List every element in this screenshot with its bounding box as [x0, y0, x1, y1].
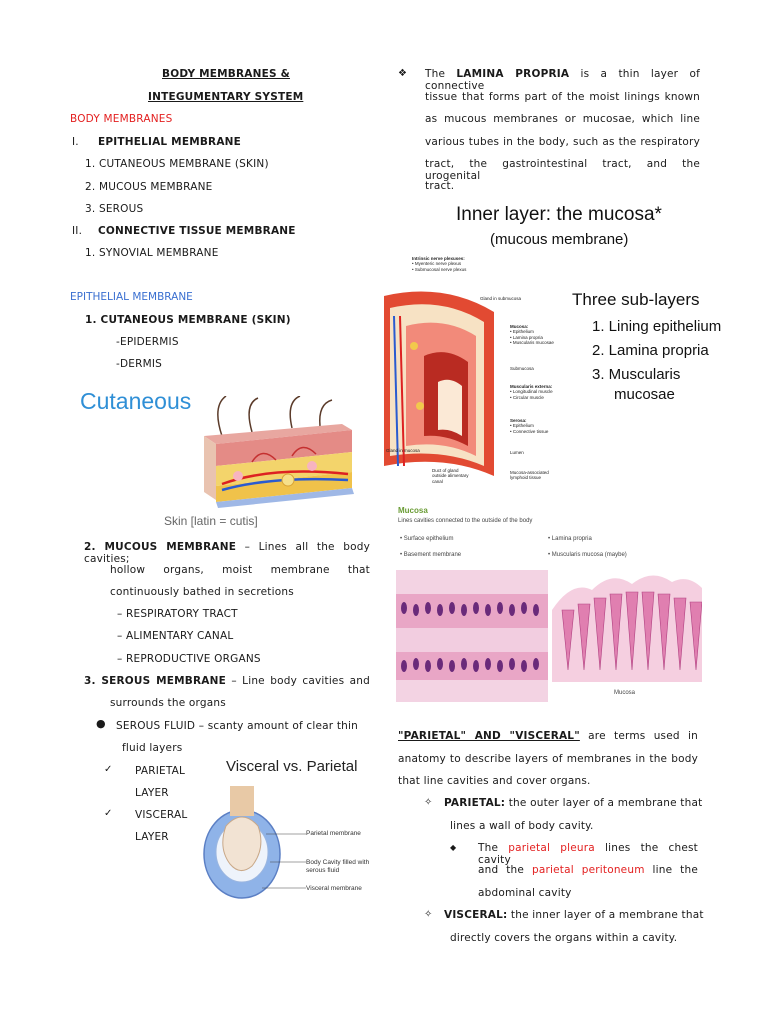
outline-text: SYNOVIAL MEMBRANE: [98, 247, 219, 259]
parietal-example-line2: [478, 864, 698, 876]
histo-b3: • Lamina propria: [548, 536, 592, 542]
doc-title-line1: BODY MEMBRANES &: [162, 68, 290, 80]
mucosa-label: • Submucosal nerve plexus: [412, 266, 467, 272]
visceral-label: VISCERAL:: [444, 909, 508, 921]
vp-label-cavity-1: Body Cavity filled with: [306, 859, 370, 866]
parietal-diamond-icon: ✧: [424, 797, 433, 808]
outline-item-6: [85, 247, 219, 259]
serous-fluid-line2: fluid layers: [122, 742, 183, 754]
mucosa-label: outside alimentary: [432, 473, 469, 479]
mucosa-diagram-image: [384, 200, 736, 500]
heading-suffix: MEMBRANES: [103, 113, 173, 125]
lamina-line6: tract.: [425, 180, 455, 192]
parietal-layer-line2: LAYER: [135, 787, 169, 799]
parietal-layer-line1: PARIETAL: [135, 765, 186, 777]
visceral-diamond-icon: ✧: [424, 909, 433, 920]
dermis-item: -DERMIS: [116, 358, 163, 370]
outline-num: I.: [72, 136, 79, 148]
visceral-layer-line2: LAYER: [135, 831, 169, 843]
sub-layer-3: 3. Muscularis: [592, 366, 681, 383]
lamina-line3: as mucous membranes or mucosae, which line: [425, 113, 700, 125]
lamina-term: LAMINA PROPRIA: [456, 68, 570, 80]
lamina-line5: tract, the gastrointestinal tract, and the urogenital: [425, 158, 700, 182]
parietal-def-line2: lines a wall of body cavity.: [450, 820, 594, 832]
outline-item-1: [72, 136, 241, 148]
mucous-item-respiratory: – RESPIRATORY TRACT: [117, 608, 238, 620]
mucosa-label: • Epithelium: [510, 423, 534, 429]
visceral-parietal-image: [196, 756, 374, 906]
sub-layer-3-cont: mucosae: [614, 386, 675, 403]
mucous-item-alimentary: – ALIMENTARY CANAL: [117, 630, 234, 642]
outline-num: 2.: [85, 181, 96, 193]
pv-line3: that line cavities and cover organs.: [398, 775, 591, 787]
mucosa-histology-image: [396, 506, 704, 706]
lamina-line1: [425, 68, 700, 92]
mucous-line1: [84, 541, 370, 565]
histo-b1-text: Surface epithelium: [403, 536, 454, 542]
mucosa-label-list: [412, 256, 492, 272]
ex-and: and the: [478, 864, 532, 876]
mucosa-label: Intrinsic nerve plexuses:: [412, 256, 465, 261]
heading-prefix: BODY: [70, 113, 104, 125]
mucosa-image-subtitle: (mucous membrane): [490, 231, 629, 248]
outline-item-5: [72, 225, 296, 237]
ex-pleura: parietal pleura: [508, 842, 595, 854]
parietal-def-line1: [444, 797, 702, 809]
pv-term: "PARIETAL" AND "VISCERAL": [398, 730, 580, 742]
mucous-text: Lines all the body cavities;: [84, 541, 371, 565]
pv-line1: [398, 730, 698, 742]
outline-item-4: [85, 203, 143, 215]
outline-num: 1.: [85, 247, 96, 259]
parietal-rest: the outer layer of a membrane that: [505, 797, 703, 809]
mucosa-label-submucosa: Submucosa: [510, 366, 534, 371]
mucosa-label: Muscularis externa:: [510, 384, 553, 389]
ex-line: line the: [644, 864, 698, 876]
cutaneous-image-title: Cutaneous: [80, 388, 192, 414]
mucosa-label: • Myenteric nerve plexus: [412, 261, 462, 267]
mucosa-label: • Lamina propria: [510, 334, 543, 340]
histo-title: Mucosa: [398, 506, 428, 515]
mucosa-label-group-duct: [432, 468, 469, 484]
lamina-rest: is a thin layer of connective: [425, 68, 700, 92]
vp-label-parietal: Parietal membrane: [306, 830, 361, 837]
skin-cross-section-illustration: [192, 396, 362, 508]
mucosa-label-lumen: Lumen: [510, 450, 524, 455]
serous-text: – Line body cavities and: [225, 675, 370, 687]
vp-leader-lines: [256, 832, 308, 892]
visceral-def-line2: directly covers the organs within a cavity.: [450, 932, 678, 944]
mucosa-label-group-mucosa: [510, 324, 554, 346]
lamina-bullet-icon: ❖: [398, 68, 407, 79]
serous-line2: surrounds the organs: [110, 697, 226, 709]
lamina-line4: various tubes in the body, such as the respiratory: [425, 136, 700, 148]
serous-fluid-bullet: ●: [96, 717, 106, 730]
cutaneous-item: 1. CUTANEOUS MEMBRANE (SKIN): [85, 314, 291, 326]
gi-tract-wall-illustration: [384, 286, 504, 486]
mucosa-label: lymphoid tissue: [510, 475, 542, 481]
visceral-rest: the inner layer of a membrane that: [507, 909, 704, 921]
mucosa-label: • Connective tissue: [510, 428, 549, 434]
histology-micrograph-right: [552, 570, 702, 682]
epithelial-heading: EPITHELIAL MEMBRANE: [70, 291, 193, 303]
histo-b3-text: Lamina propria: [551, 536, 592, 542]
outline-text: CONNECTIVE TISSUE MEMBRANE: [98, 225, 296, 237]
mucosa-label-group-lymphoid: [510, 470, 549, 481]
outline-num: 1.: [85, 158, 96, 170]
pv-line2: anatomy to describe layers of membranes in the body: [398, 753, 698, 765]
mucosa-label: canal: [432, 478, 443, 484]
outline-text: MUCOUS MEMBRANE: [98, 181, 213, 193]
mucosa-label: Duct of gland: [432, 468, 459, 473]
visceral-layer-line1: VISCERAL: [135, 809, 188, 821]
histo-b1: • Surface epithelium: [400, 536, 454, 542]
mucosa-label-group-serosa: [510, 418, 548, 434]
lamina-prefix: The: [425, 68, 457, 80]
histo-b2-text: Basement membrane: [403, 552, 462, 558]
histo-subtitle: Lines cavities connected to the outside of the body: [398, 518, 533, 524]
body-membranes-heading: [70, 113, 173, 125]
parietal-label: PARIETAL:: [444, 797, 506, 809]
mucosa-image-title: Inner layer: the mucosa*: [456, 204, 662, 225]
histology-micrograph-left: [396, 570, 548, 702]
vp-label-visceral: Visceral membrane: [306, 885, 362, 892]
sub-layers-title: Three sub-layers: [572, 290, 700, 309]
pv-rest: are terms used in: [579, 730, 698, 742]
histo-b2: • Basement membrane: [400, 552, 462, 558]
outline-text: EPITHELIAL MEMBRANE: [98, 136, 242, 148]
parietal-check-icon: ✓: [104, 764, 113, 775]
mucosa-label: • Circular muscle: [510, 394, 544, 400]
ex-rest: lines the chest cavity: [478, 842, 698, 866]
cutaneous-image-caption: Skin [latin = cutis]: [164, 514, 258, 528]
mucosa-label: • Longitudinal muscle: [510, 389, 553, 395]
mucosa-label-gland-submucosa: Gland in submucosa: [480, 296, 522, 301]
parietal-example-line3: abdominal cavity: [478, 887, 572, 899]
serous-fluid-line1: SEROUS FLUID – scanty amount of clear thin: [116, 720, 358, 732]
outline-num: 3.: [85, 203, 96, 215]
doc-title-line2: INTEGUMENTARY SYSTEM: [148, 91, 304, 103]
mucosa-label-gland-mucosa: Gland in mucosa: [386, 448, 420, 453]
lamina-line2: tissue that forms part of the moist linings known: [425, 91, 700, 103]
mucous-dash: –: [236, 541, 259, 553]
parietal-example-line1: [478, 842, 698, 866]
mucosa-label: Mucosa:: [510, 324, 529, 329]
mucosa-label-group-muscularis: [510, 384, 553, 400]
histo-mucosa-label: Mucosa: [614, 690, 636, 696]
mucosa-label: Mucosa-associated: [510, 470, 549, 475]
mucosa-label: • Epithelium: [510, 329, 534, 335]
serous-line1: [84, 675, 370, 687]
ex-the: The: [478, 842, 509, 854]
outline-num: II.: [72, 225, 83, 237]
visceral-check-icon: ✓: [104, 808, 113, 819]
mucous-line2: hollow organs, moist membrane that: [110, 564, 370, 576]
mucous-label: 2. MUCOUS MEMBRANE: [84, 541, 237, 553]
mucosa-label: Serosa:: [510, 418, 527, 423]
mucous-item-reproductive: – REPRODUCTIVE ORGANS: [117, 653, 261, 665]
outline-text: SEROUS: [98, 203, 144, 215]
outline-item-2: [85, 158, 269, 170]
vp-label-cavity-2: serous fluid: [306, 867, 340, 874]
cutaneous-skin-image: [72, 382, 372, 532]
sub-layer-2: 2. Lamina propria: [592, 342, 709, 359]
sub-layer-1: 1. Lining epithelium: [592, 318, 722, 335]
ex-peritoneum: parietal peritoneum: [531, 864, 645, 876]
visceral-def-line1: [444, 909, 704, 921]
mucosa-label: • Muscularis mucosae: [510, 340, 554, 346]
serous-label: 3. SEROUS MEMBRANE: [84, 675, 226, 687]
mucous-line3: continuously bathed in secretions: [110, 586, 294, 598]
epidermis-item: -EPIDERMIS: [116, 336, 179, 348]
parietal-example-bullet: ◆: [450, 843, 457, 852]
histo-b4-text: Muscularis mucosa (maybe): [551, 552, 627, 558]
vp-image-title: Visceral vs. Parietal: [226, 758, 358, 775]
histo-b4: • Muscularis mucosa (maybe): [548, 552, 627, 558]
outline-item-3: [85, 181, 213, 193]
outline-text: CUTANEOUS MEMBRANE (SKIN): [98, 158, 269, 170]
